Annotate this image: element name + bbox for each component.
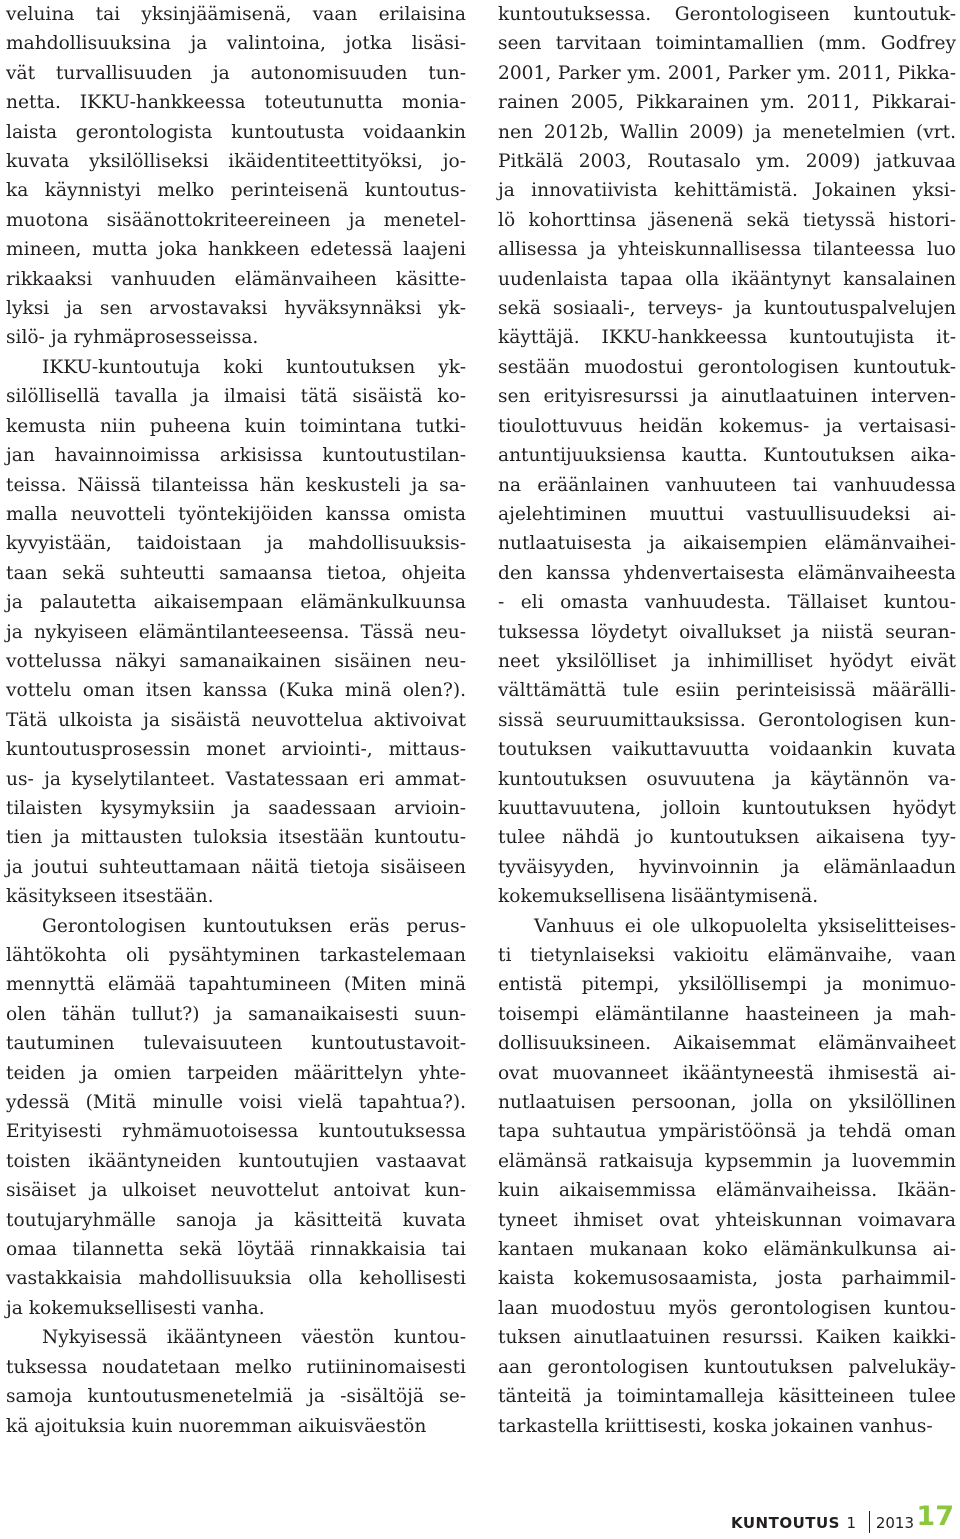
text-line: na eräänlainen vanhuuteen tai vanhuudessa — [498, 474, 956, 496]
text-line: ja innovatiivista kehittämistä. Jokainen yksi- — [498, 180, 956, 202]
text-line: tuksessa noudatetaan melko rutiininomaisesti — [6, 1356, 466, 1378]
text-line: sen erityisresurssi ja ainutlaatuinen interven- — [498, 386, 956, 408]
text-line: sekä sosiaali-, terveys- ja kuntoutuspalvelujen — [498, 298, 956, 320]
text-line: mahdollisuuksina ja valintoina, jotka lisäsi- — [6, 33, 466, 55]
text-line: tilaisten kysymyksiin ja saadessaan arvioin- — [6, 797, 466, 819]
text-line: vottelu oman itsen kanssa (Kuka minä olen?). — [6, 680, 466, 702]
text-line: kantaen mukanaan koko elämänkulkunsa ai- — [498, 1239, 956, 1261]
text-line: tautuminen tulevaisuuteen kuntoutustavoit- — [6, 1033, 466, 1055]
text-line: 2001, Parker ym. 2001, Parker ym. 2011, Pikka- — [498, 62, 956, 84]
text-line: laista gerontologista kuntoutusta voidaankin — [6, 121, 466, 143]
footer-divider — [869, 1511, 870, 1533]
text-line: ajelehtiminen muuttui vastuullisuudeksi ai- — [498, 503, 956, 525]
text-line: kuin aikaisemmissa elämänvaiheissa. Ikään- — [498, 1180, 956, 1202]
text-line: vottelussa näkyi samanaikainen sisäinen neu- — [6, 650, 466, 672]
text-line: kyvyistään, taidoistaan ja mahdollisuuksis- — [6, 533, 466, 555]
text-line: kuntoutusprosessin monet arviointi-, mittaus- — [6, 739, 466, 761]
text-line: taan sekä suhteutti samaansa tietoa, ohjeita — [6, 562, 466, 584]
text-line: toisten ikääntyneiden kuntoutujien vastaavat — [6, 1150, 466, 1172]
page-footer — [0, 1501, 958, 1539]
text-line: seen tarvitaan toimintamallien (mm. Godfrey — [498, 33, 956, 55]
text-line: toisempi elämäntilanne haasteineen ja mah- — [498, 1003, 956, 1025]
text-line: Pitkälä 2003, Routasalo ym. 2009) jatkuvaa — [498, 151, 956, 173]
text-line: vät turvallisuuden ja autonomisuuden tun- — [6, 62, 466, 84]
text-line: ydessä (Mitä minulle voisi vielä tapahtua?). — [6, 1092, 466, 1114]
text-line: lähtökohta oli pysähtyminen tarkastelemaan — [6, 945, 466, 966]
text-line: mennyttä elämää tapahtumineen (Miten minä — [6, 974, 466, 996]
text-line: teiden ja omien tarpeiden määrittelyn yhte- — [6, 1062, 466, 1084]
text-line: välttämättä tule esiin perinteisissä määrälli- — [498, 680, 956, 702]
text-line: käsitykseen itsestään. — [6, 886, 214, 908]
text-line: tyväisyyden, hyvinvoinnin ja elämänlaadun — [498, 856, 956, 878]
text-line: dollisuuksineen. Aikaisemmat elämänvaiheet — [498, 1033, 956, 1055]
text-line: nutlaatuisesta ja aikaisempien elämänvaihei- — [498, 533, 956, 555]
text-line: toutujaryhmälle sanoja ja käsitteitä kuvata — [6, 1209, 466, 1231]
text-line: tarkastella kriittisesti, koska jokainen vanhus- — [498, 1415, 933, 1437]
text-line: kuntoutuksessa. Gerontologiseen kuntoutuk- — [498, 4, 956, 25]
text-line: vastakkaisia mahdollisuuksia olla kehollisesti — [6, 1268, 466, 1290]
text-line: silöllisellä tavalla ja ilmaisi tätä sisäistä ko- — [6, 386, 466, 408]
text-line: lyksi ja sen arvostavaksi hyväksynnäksi yk- — [6, 298, 466, 320]
text-line: kemusta niin puheena kuin toimintana tutki- — [6, 415, 466, 437]
text-line: Erityisesti ryhmämuotoisessa kuntoutuksessa — [6, 1121, 466, 1143]
text-line: kokemuksellisena lisääntymisenä. — [498, 886, 819, 908]
text-line: antuntijuuksiensa kautta. Kuntoutuksen aika- — [498, 445, 956, 467]
text-line: lö kohorttinsa jäsenenä sekä tietyssä histori- — [498, 209, 956, 231]
text-line: veluina tai yksinjäämisenä, vaan erilaisina — [6, 4, 466, 25]
text-line: sestään muodostui gerontologisen kuntoutuk- — [498, 356, 956, 378]
text-line: omaa tilannetta sekä löytää rinnakkaisia tai — [6, 1239, 466, 1261]
right-text-column — [498, 0, 956, 1441]
text-line: elämänsä ratkaisuja kypsemmin ja luovemmin — [498, 1150, 956, 1172]
text-line: malla neuvotteli työntekijöiden kanssa omista — [6, 503, 466, 525]
text-line: neet yksilölliset ja inhimilliset hyödyt eivät — [498, 650, 956, 672]
text-line: kä ajoituksia kuin nuoremman aikuisväestön — [6, 1415, 427, 1437]
text-line: tuksessa löydetyt oivallukset ja niistä seuran- — [498, 621, 956, 643]
text-line: laan muodostuu myös gerontologisen kuntou- — [498, 1297, 956, 1319]
text-line: nen 2012b, Wallin 2009) ja menetelmien (vrt. — [498, 121, 956, 143]
text-line: käyttäjä. IKKU-hankkeessa kuntoutujista it- — [498, 327, 956, 349]
text-line: entistä pitempi, yksilöllisempi ja monimuo- — [498, 974, 956, 996]
text-line: IKKU-kuntoutuja koki kuntoutuksen yk- — [42, 356, 466, 378]
text-line: teissa. Näissä tilanteissa hän keskusteli ja sa- — [6, 474, 466, 496]
text-line: kuntoutuksen osuvuutena ja käytännön va- — [498, 768, 956, 790]
text-line: kaista kokemusosaamista, josta parhaimmil- — [498, 1268, 956, 1290]
text-line: aan gerontologisen kuntoutuksen palvelukäy- — [498, 1356, 956, 1378]
text-line: sisäiset ja ulkoiset neuvottelut antoivat kun- — [6, 1180, 466, 1202]
text-line: ja palautetta aikaisempaan elämänkulkuunsa — [6, 592, 466, 614]
text-line: tapa suhtautua ympäristöönsä ja tehdä oman — [498, 1121, 956, 1143]
text-line: den kanssa yhdenvertaisesta elämänvaiheesta — [498, 562, 956, 584]
text-line: uudenlaista tapaa olla ikääntynyt kansalainen — [498, 268, 956, 290]
text-line: us- ja kyselytilanteet. Vastatessaan eri ammat- — [6, 768, 466, 790]
text-line: Nykyisessä ikääntyneen väestön kuntou- — [42, 1327, 466, 1349]
text-line: ka käynnistyi melko perinteisenä kuntoutus- — [6, 180, 466, 202]
text-line: rainen 2005, Pikkarainen ym. 2011, Pikkarai- — [498, 92, 956, 114]
text-line: tien ja mittausten tuloksia itsestään kuntoutu- — [6, 827, 466, 849]
text-line: Gerontologisen kuntoutuksen eräs perus- — [42, 915, 466, 937]
text-line: ja joutui suhteuttamaan näitä tietoja sisäiseen — [6, 856, 466, 878]
text-line: Tätä ulkoista ja sisäistä neuvottelua aktivoivat — [6, 709, 466, 731]
text-line: sissä seuruumittauksissa. Gerontologisen kun- — [498, 709, 956, 731]
left-text-column — [6, 0, 466, 1441]
text-line: ja kokemuksellisesti vanha. — [6, 1297, 265, 1319]
text-line: Vanhuus ei ole ulkopuolelta yksiselitteises- — [534, 915, 956, 937]
text-line: ti tietynlaiseksi vakioitu elämänvaihe, vaan — [498, 945, 956, 966]
text-line: allisessa ja yhteiskunnallisessa tilanteessa luo — [498, 239, 956, 261]
text-line: muotona sisäänottokriteereineen ja menetel- — [6, 209, 466, 231]
text-line: netta. IKKU-hankkeessa toteutunutta monia- — [6, 92, 466, 114]
text-line: tioulottuvuus heidän kokemus- ja vertaisasi- — [498, 415, 956, 437]
text-line: kuvata yksilölliseksi ikäidentiteettityöksi, jo- — [6, 151, 466, 173]
issue-year: 2013 — [875, 1514, 914, 1532]
text-line: ja nykyiseen elämäntilanteeseensa. Tässä neu- — [6, 621, 466, 643]
text-line: mineen, mutta joka hankkeen edetessä laajeni — [6, 239, 466, 261]
text-line: - eli omasta vanhuudesta. Tällaiset kuntou- — [498, 592, 956, 614]
issue-number: 1 — [846, 1514, 856, 1532]
text-line: tuksen ainutlaatuinen resurssi. Kaiken kaikki- — [498, 1327, 956, 1349]
text-line: rikkaaksi vanhuuden elämänvaiheen käsitte- — [6, 268, 466, 290]
text-line: silö- ja ryhmäprosesseissa. — [6, 327, 259, 349]
text-line: samoja kuntoutusmenetelmiä ja -sisältöjä se- — [6, 1386, 466, 1408]
text-line: toutuksen vaikuttavuutta voidaankin kuvata — [498, 739, 956, 761]
text-line: jan havainnoimissa arkisissa kuntoutustilan- — [6, 445, 466, 467]
text-line: olen tähän tullut?) ja samanaikaisesti suun- — [6, 1003, 466, 1025]
text-line: tulee nähdä jo kuntoutuksen aikaisena tyy- — [498, 827, 956, 849]
text-line: ovat muovanneet ikääntyneestä ihmisestä ai- — [498, 1062, 956, 1084]
text-line: nutlaatuisen persoonan, jolla on yksilöllinen — [498, 1092, 956, 1114]
magazine-name: KUNTOUTUS — [731, 1514, 840, 1532]
text-line: kuuttavuutena, jolloin kuntoutuksen hyödyt — [498, 797, 956, 819]
page-number: 17 — [916, 1501, 954, 1532]
text-line: tyneet ihmiset ovat yhteiskunnan voimavara — [498, 1209, 956, 1231]
text-line: tänteitä ja toimintamalleja käsitteineen tulee — [498, 1386, 956, 1408]
